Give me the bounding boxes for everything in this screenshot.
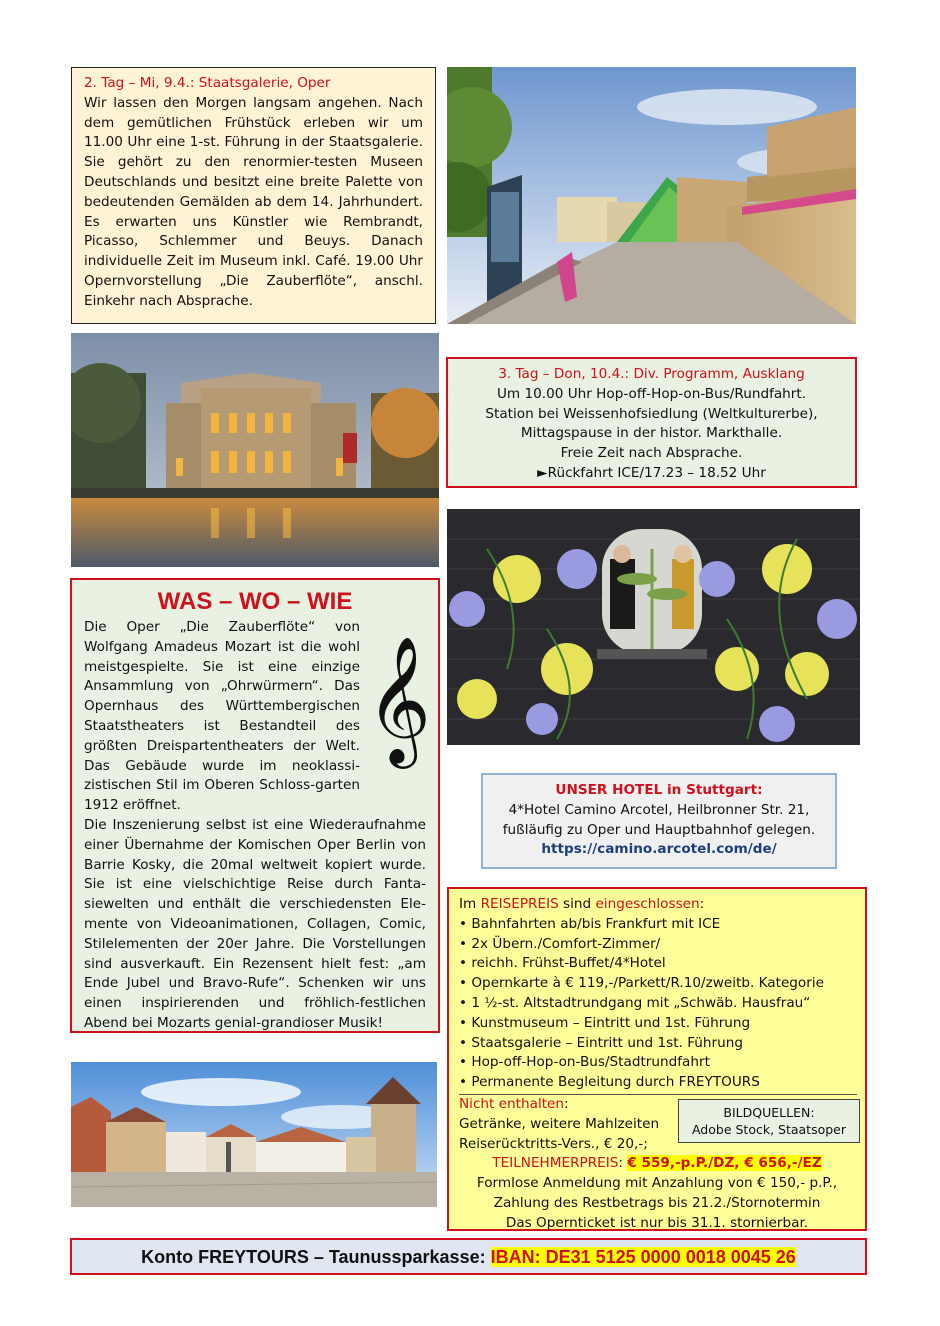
opera-house-photo bbox=[71, 333, 439, 567]
list-item-text: Permanente Begleitung durch FREYTOURS bbox=[471, 1074, 760, 1091]
list-item bbox=[459, 915, 855, 935]
bank-label: Konto FREYTOURS – Taunussparkasse: bbox=[141, 1247, 491, 1267]
day2-text: Wir lassen den Morgen langsam angehen. Nach dem gemütlichen Frühstück erleben wir um 11.00 Uhr eine 1-st. Führung in der Staatsgalerie. Sie gehört zu den renormier-testen Museen Deutschlands und besitzt eine breite Palette von bedeutenden Gemälden ab dem 14. Jahrhundert. Es erwarten uns Künstler wie Rembrandt, Picasso, Schlemmer und Beuys. Danach individuelle Zeit im Museum inkl. Café. 19.00 Uhr Opernvorstellung „Die Zauberflöte“, anschl. Einkehr nach Absprache. bbox=[84, 94, 423, 309]
day3-line-5: ►Rückfahrt ICE/17.23 – 18.52 Uhr bbox=[537, 464, 766, 481]
price-box bbox=[447, 887, 867, 1231]
list-item-text: Bahnfahrten ab/bis Frankfurt mit ICE bbox=[471, 915, 721, 932]
list-item bbox=[459, 994, 855, 1014]
bullet-icon: • bbox=[459, 935, 468, 952]
day3-line-3: Mittagspause in der histor. Markthalle. bbox=[520, 425, 783, 442]
hotel-link[interactable]: https://camino.arcotel.com/de/ bbox=[541, 841, 777, 858]
hotel-line-2: fußläufig zu Oper und Hauptbahnhof gelegen. bbox=[502, 821, 816, 838]
bullet-icon: • bbox=[459, 1014, 468, 1031]
list-item-text: Hop-off-Hop-on-Bus/Stadtrundfahrt bbox=[471, 1054, 710, 1071]
day3-line-2: Station bei Weissenhofsiedlung (Weltkulturerbe), bbox=[485, 405, 818, 422]
zauberfloete-stage-photo bbox=[447, 509, 860, 745]
bullet-icon: • bbox=[459, 975, 468, 992]
list-item bbox=[459, 1053, 855, 1073]
was-wo-wie-para2: Die Inszenierung selbst ist eine Wiederaufnahme einer Übernahme der Komischen Oper Berlin von Barrie Kosky, die 20mal weltweit kopiert wurde. Sie ist eine vielschichtige Reise durch Fanta-siewelten und enthält die verschiedensten Ele-mente von Videoanimationen, Collagen, Comic, Stilelementen der 20er Jahre. Die Vorstellungen sind ausverkauft. Ein Rezensent hielt fest: „am Ende Jubel und Bravo-Rufe“. Schenken wir uns einen inspirierenden und fröhlich-festlichen Abend bei Mozarts genial-grandioser Musik! bbox=[84, 816, 426, 1031]
price-footer-1: Formlose Anmeldung mit Anzahlung von € 150,- p.P., bbox=[476, 1175, 838, 1192]
bank-account-bar bbox=[70, 1238, 867, 1275]
list-item bbox=[459, 1073, 855, 1093]
bullet-icon: • bbox=[459, 1034, 468, 1051]
price-intro bbox=[459, 895, 855, 915]
price-intro-a: Im bbox=[459, 896, 481, 912]
price-intro-e: : bbox=[699, 896, 705, 912]
day3-box bbox=[446, 357, 857, 488]
day3-line-1: Um 10.00 Uhr Hop-off-Hop-on-Bus/Rundfahrt. bbox=[496, 385, 807, 402]
excluded-colon: : bbox=[564, 1095, 569, 1112]
day2-box bbox=[71, 67, 436, 324]
was-wo-wie-box bbox=[70, 578, 440, 1033]
day3-line-4: Freie Zeit nach Absprache. bbox=[560, 445, 743, 462]
participant-price bbox=[459, 1154, 855, 1174]
day3-title: 3. Tag – Don, 10.4.: Div. Programm, Ausklang bbox=[498, 366, 805, 382]
participant-price-value: € 559,-p.P./DZ, € 656,-/EZ bbox=[627, 1155, 822, 1172]
staatsgalerie-photo bbox=[447, 67, 856, 324]
excluded-label: Nicht enthalten bbox=[459, 1095, 565, 1112]
price-intro-eingeschlossen: eingeschlossen bbox=[595, 896, 700, 912]
list-item bbox=[459, 954, 855, 974]
hotel-line-1: 4*Hotel Camino Arcotel, Heilbronner Str. 21, bbox=[508, 801, 810, 818]
was-wo-wie-para1: Die Oper „Die Zauberflöte“ von Wolfgang Amadeus Mozart ist die wohl meistgespielte. Sie ist eine einzige Ansammlung von „Ohrwürmern“. Das Opernhaus des Württembergischen Staatstheaters ist Bestandteil des größten Dreispartentheaters der Welt. Das Gebäude wurde im neoklassi-zistischen Stil im Oberen Schloss-garten 1912 eröffnet. bbox=[84, 619, 360, 814]
image-credits-title: BILDQUELLEN: bbox=[723, 1105, 815, 1120]
price-intro-reisepreis: REISEPREIS bbox=[480, 896, 559, 912]
image-credits-text: Adobe Stock, Staatsoper bbox=[691, 1122, 847, 1137]
was-wo-wie-heading: WAS – WO – WIE bbox=[157, 588, 353, 615]
price-footer-2: Zahlung des Restbetrags bis 21.2./Stornotermin bbox=[493, 1194, 821, 1211]
excluded-line-2: Reiserücktritts-Vers., € 20,-; bbox=[459, 1135, 648, 1152]
list-item bbox=[459, 974, 855, 994]
hotel-title: UNSER HOTEL in Stuttgart: bbox=[555, 782, 763, 798]
bullet-icon: • bbox=[459, 1074, 468, 1091]
participant-price-label: TEILNEHMERPREIS bbox=[492, 1155, 619, 1172]
list-item bbox=[459, 1014, 855, 1034]
list-item-text: 1 ½-st. Altstadtrundgang mit „Schwäb. Hausfrau“ bbox=[471, 994, 811, 1011]
bullet-icon: • bbox=[459, 955, 468, 972]
list-item-text: Kunstmuseum – Eintritt und 1st. Führung bbox=[471, 1014, 751, 1031]
altes-schloss-photo bbox=[71, 1062, 437, 1207]
bank-iban: IBAN: DE31 5125 0000 0018 0045 26 bbox=[490, 1247, 796, 1267]
excluded-line-1: Getränke, weitere Mahlzeiten bbox=[459, 1115, 660, 1132]
included-list bbox=[459, 915, 855, 1093]
list-item-text: reichh. Frühst-Buffet/4*Hotel bbox=[471, 955, 666, 972]
treble-clef-icon: 𝄞 bbox=[366, 635, 432, 763]
participant-price-colon: : bbox=[618, 1155, 628, 1172]
list-item bbox=[459, 935, 855, 955]
price-intro-c: sind bbox=[558, 896, 596, 912]
image-credits-box bbox=[678, 1099, 860, 1143]
bullet-icon: • bbox=[459, 994, 468, 1011]
price-footer-3: Das Opernticket ist nur bis 31.1. stornierbar. bbox=[505, 1214, 809, 1231]
day2-title: 2. Tag – Mi, 9.4.: Staatsgalerie, Oper bbox=[84, 75, 331, 91]
bullet-icon: • bbox=[459, 1054, 468, 1071]
list-item-text: Opernkarte à € 119,-/Parkett/R.10/zweitb. Kategorie bbox=[471, 975, 824, 992]
bullet-icon: • bbox=[459, 915, 468, 932]
list-item bbox=[459, 1034, 855, 1054]
list-item-text: Staatsgalerie – Eintritt und 1st. Führung bbox=[471, 1034, 743, 1051]
list-item-text: 2x Übern./Comfort-Zimmer/ bbox=[471, 935, 661, 952]
hotel-box bbox=[481, 773, 837, 869]
